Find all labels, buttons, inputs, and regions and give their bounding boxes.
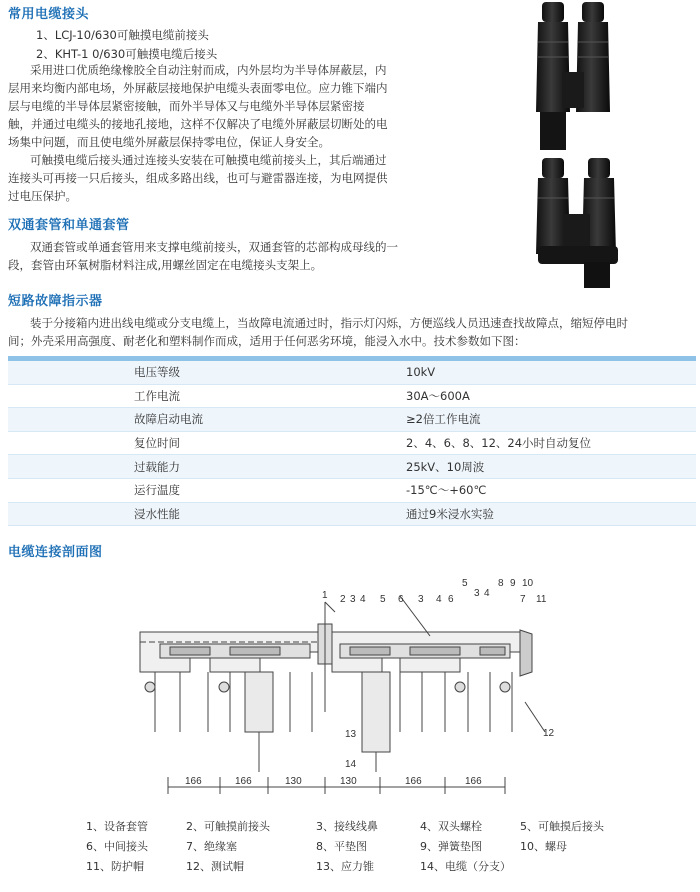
callout-7: 7 (520, 594, 526, 605)
para-line: 间；外壳采用高强度、耐老化和塑料制作而成，适用于任何恶劣环境，能浸入水中。技术参数如下图： (8, 334, 526, 348)
callout-11: 11 (536, 594, 547, 605)
callout-4: 4 (360, 594, 366, 605)
callout-3b: 3 (418, 594, 424, 605)
spec-value: -15℃～+60℃ (406, 483, 487, 498)
spec-table (8, 361, 696, 526)
spec-value: ≥2倍工作电流 (406, 412, 481, 427)
para-line: 层与电缆的半导体层紧密接触，而外半导体又与电缆外半导体层紧密接 (8, 99, 365, 113)
para-line: 采用进口优质绝缘橡胶全自动注射而成，内外层均为半导体屏蔽层，内 (30, 63, 387, 77)
callout-2: 2 (340, 594, 346, 605)
legend-item: 9、弹簧垫图 (420, 840, 482, 853)
callout-5b: 5 (462, 578, 468, 589)
spec-value: 10kV (406, 365, 436, 380)
legend-item: 13、应力锥 (316, 860, 374, 873)
table-row (8, 385, 696, 409)
table-row (8, 479, 696, 503)
section-title-cable-joints: 常用电缆接头 (8, 7, 90, 22)
dim-label: 130 (285, 776, 302, 787)
para-line: 场集中问题，而且使电缆外屏蔽层保持零电位，保证人身安全。 (8, 135, 330, 149)
table-row (8, 503, 696, 527)
spec-label: 运行温度 (134, 483, 180, 498)
dim-label: 166 (405, 776, 422, 787)
section-title-fault-indicator: 短路故障指示器 (8, 294, 103, 309)
spec-value: 25kV、10周波 (406, 459, 485, 474)
callout-4c: 4 (484, 588, 490, 599)
dim-label: 130 (340, 776, 357, 787)
legend-item: 5、可触摸后接头 (520, 820, 604, 833)
para-line: 触，并通过电缆头的接地孔接地，这样不仅解决了电缆外屏蔽层切断处的电 (8, 117, 388, 131)
legend-item: 14、电缆（分支） (420, 860, 511, 873)
spec-label: 过载能力 (134, 459, 180, 474)
table-row (8, 455, 696, 479)
legend-item: 11、防护帽 (86, 860, 144, 873)
legend-item: 12、测试帽 (186, 860, 244, 873)
callout-12: 12 (543, 728, 555, 739)
callout-5: 5 (380, 594, 386, 605)
para-line: 双通套管或单通套管用来支撑电缆前接头，双通套管的芯部构成母线的一 (30, 240, 398, 254)
legend-item: 3、接线线鼻 (316, 820, 378, 833)
legend-item: 4、双头螺栓 (420, 820, 482, 833)
table-row (8, 408, 696, 432)
spec-value: 2、4、6、8、12、24小时自动复位 (406, 436, 592, 451)
paragraph-cable-joints (8, 61, 448, 205)
callout-6b: 6 (448, 594, 454, 605)
para-line: 连接头可再接一只后接头，组成多路出线，也可与避雷器连接，为电网提供 (8, 171, 388, 185)
para-line: 装于分接箱内进出线电缆或分支电缆上，当故障电流通过时，指示灯闪烁，方便巡线人员迅速查找故障点，缩短停电时 (30, 316, 628, 330)
list-item-2: 2、KHT-1 0/630可触摸电缆后接头 (36, 47, 218, 61)
callout-3: 3 (350, 594, 356, 605)
callout-4b: 4 (436, 594, 442, 605)
legend-item: 1、设备套管 (86, 820, 148, 833)
callout-14: 14 (345, 759, 357, 770)
callout-9: 9 (510, 578, 516, 589)
dim-label: 166 (465, 776, 482, 787)
cable-joint-rear-photo (530, 158, 626, 290)
callout-10: 10 (522, 578, 534, 589)
cable-cross-section-diagram (100, 572, 660, 812)
callout-8: 8 (498, 578, 504, 589)
para-line: 过电压保护。 (8, 189, 77, 203)
spec-value: 30A～600A (406, 388, 470, 403)
table-row (8, 432, 696, 456)
spec-label: 工作电流 (134, 388, 180, 403)
spec-label: 浸水性能 (134, 506, 180, 521)
paragraph-fault-indicator (8, 314, 698, 350)
spec-label: 故障启动电流 (134, 412, 203, 427)
list-item-1: 1、LCJ-10/630可触摸电缆前接头 (36, 28, 209, 42)
table-row (8, 361, 696, 385)
para-line: 层用来均衡内部电场，外屏蔽层接地保护电缆头表面零电位。应力锥下端内 (8, 81, 388, 95)
dim-label: 166 (235, 776, 252, 787)
callout-1: 1 (322, 590, 328, 601)
para-line: 段，套管由环氧树脂材料注成,用螺丝固定在电缆接头支架上。 (8, 258, 323, 272)
callout-3c: 3 (474, 588, 480, 599)
legend-item: 10、螺母 (520, 840, 567, 853)
callout-6: 6 (398, 594, 404, 605)
section-title-cross-section: 电缆连接剖面图 (8, 545, 103, 560)
legend-item: 6、中间接头 (86, 840, 148, 853)
cable-joint-front-photo (528, 2, 618, 152)
callout-13: 13 (345, 729, 357, 740)
spec-label: 电压等级 (134, 365, 180, 380)
legend-item: 7、绝缘塞 (186, 840, 237, 853)
para-line: 可触摸电缆后接头通过连接头安装在可触摸电缆前接头上，其后端通过 (30, 153, 387, 167)
paragraph-bushings (8, 238, 448, 274)
legend-item: 8、平垫图 (316, 840, 367, 853)
legend-item: 2、可触摸前接头 (186, 820, 270, 833)
spec-value: 通过9米浸水实验 (406, 506, 494, 521)
section-title-bushings: 双通套管和单通套管 (8, 218, 130, 233)
spec-label: 复位时间 (134, 436, 180, 451)
dim-label: 166 (185, 776, 202, 787)
